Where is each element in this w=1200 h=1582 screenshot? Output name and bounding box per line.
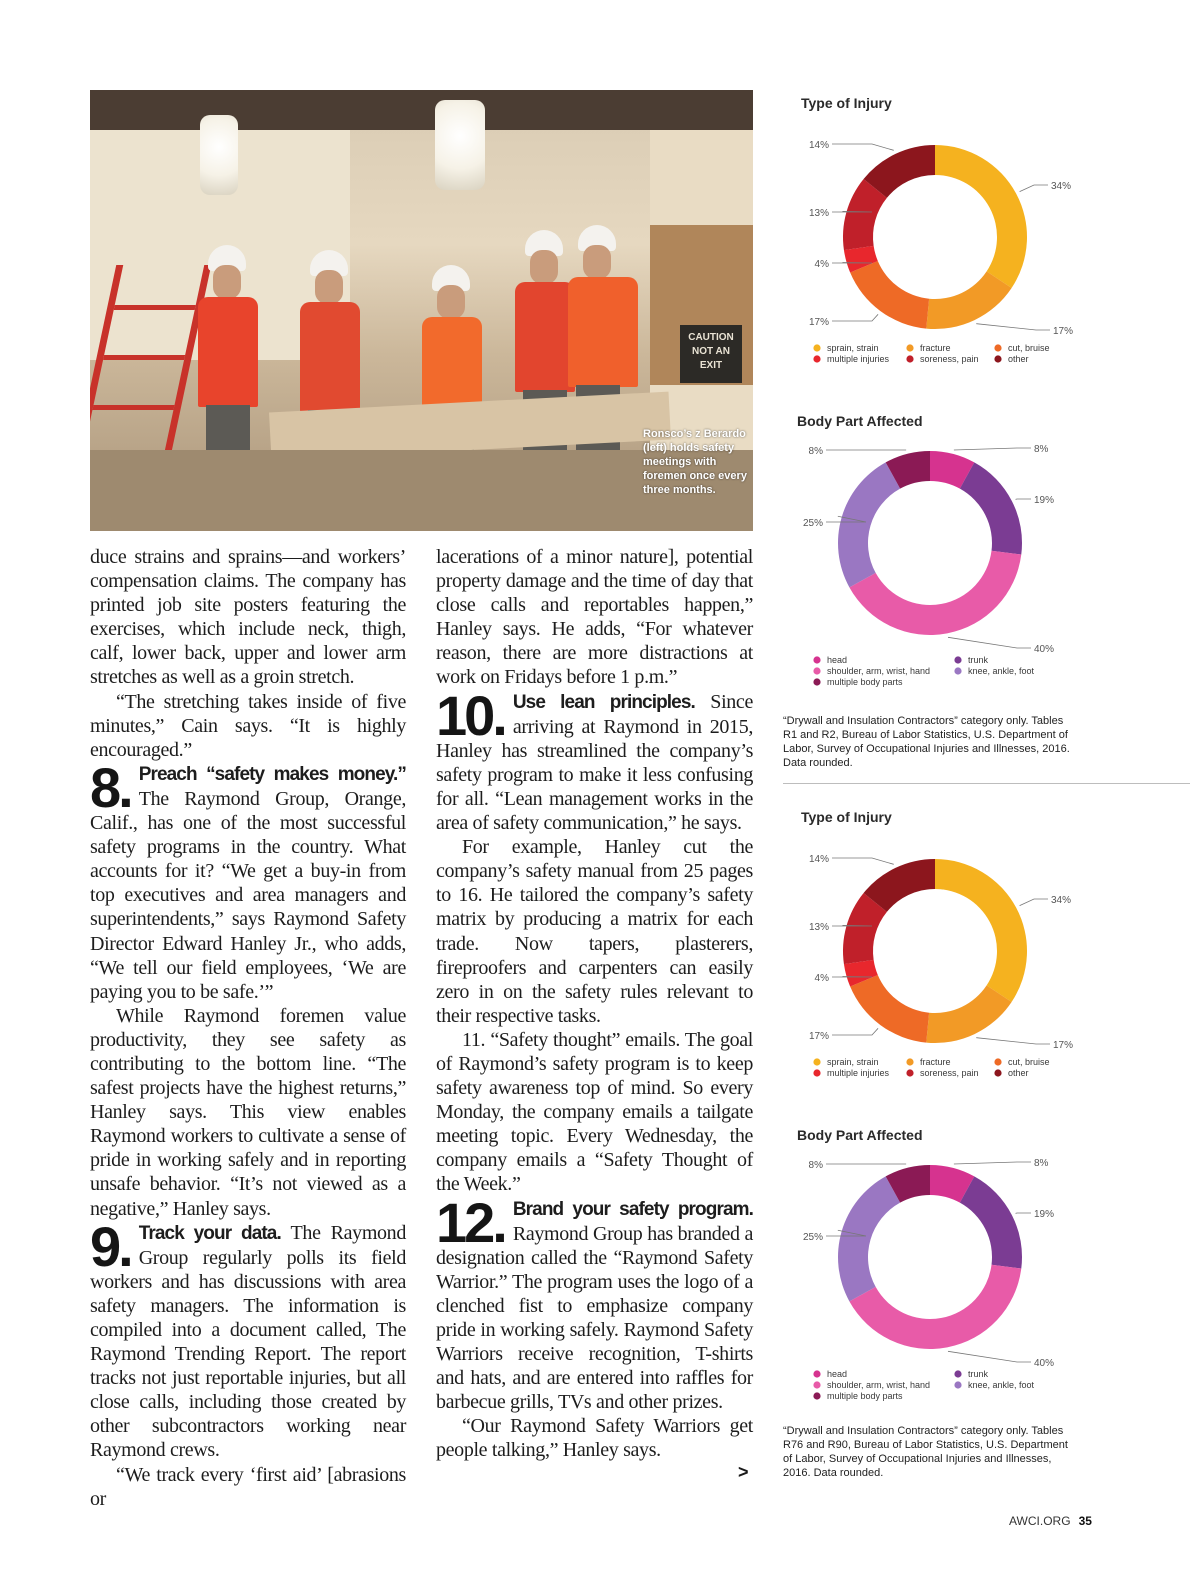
caution-line: NOT AN xyxy=(692,346,730,357)
slice-percent-label: 17% xyxy=(808,317,829,328)
legend-label: multiple body parts xyxy=(827,1391,903,1401)
legend-swatch xyxy=(994,355,1001,362)
slice-percent-label: 14% xyxy=(808,140,829,151)
photo-caption: Ronsco’s z Berardo (left) holds safety meetings with foremen once every three months. xyxy=(643,428,747,496)
paragraph: “We track every ‘first aid’ [abrasions or xyxy=(90,1463,406,1510)
leader-line xyxy=(832,925,872,926)
donut-slice xyxy=(838,462,900,587)
legend-swatch xyxy=(954,1370,961,1377)
donut-slice xyxy=(850,261,929,329)
footer-site: AWCI.ORG xyxy=(1009,1514,1071,1528)
slice-percent-label: 34% xyxy=(1051,181,1072,192)
leader-line xyxy=(832,858,894,864)
section-number: 9. xyxy=(90,1214,131,1278)
slice-percent-label: 8% xyxy=(808,1160,823,1171)
legend-swatch xyxy=(954,667,961,674)
section-text: Raymond Group has branded a designation called the “Raymond Safety Warrior.” The program uses the logo of a clenched fist to emphasize company pride in working safely. Raymond Safety Warriors receive recognition, T-shirts and hats, and are entered into raffles for barbecue grills, TVs and other prizes. xyxy=(436,1222,753,1414)
legend-label: trunk xyxy=(968,1369,989,1379)
legend-swatch xyxy=(906,355,913,362)
divider xyxy=(783,783,1190,784)
slice-percent-label: 40% xyxy=(1034,644,1055,655)
paragraph: While Raymond foremen value productivity, they see safety as contributing to the bottom line. “The safest projects have the highest returns,” Hanley says. This view enables Raymond workers to cultivate a sense of pride in working safely and in reporting unsafe behavior. “It’s not viewed as a negative,” Hanley says. xyxy=(90,1004,406,1220)
legend-label: sprain, strain xyxy=(827,1057,879,1067)
slice-percent-label: 19% xyxy=(1034,495,1055,506)
paragraph: “The stretching takes inside of five minutes,” Cain says. “It is highly encouraged.” xyxy=(90,690,406,761)
section-9 xyxy=(90,1214,406,1463)
charts-canvas xyxy=(783,90,1200,1500)
slice-percent-label: 17% xyxy=(1053,326,1074,337)
legend-swatch xyxy=(813,1058,820,1065)
section-text: The Raymond Group, Orange, Calif., has one of the most successful safety programs in the country. What accounts for it? “We get a buy-in from top executives and area managers and superintendents,” says Raymond Safety Director Edward Hanley Jr., who adds, “We tell our field employees, ‘We are paying you to be safe.’” xyxy=(90,787,406,1003)
donut-slice xyxy=(849,1265,1021,1349)
slice-percent-label: 40% xyxy=(1034,1358,1055,1369)
legend-swatch xyxy=(994,1058,1001,1065)
pendant-lamp xyxy=(435,100,485,190)
legend-swatch xyxy=(906,344,913,351)
leader-line xyxy=(954,448,1031,450)
legend-label: shoulder, arm, wrist, hand xyxy=(827,1380,931,1390)
legend-label: other xyxy=(1008,1068,1029,1078)
legend-label: soreness, pain xyxy=(920,354,979,364)
section-12 xyxy=(436,1190,753,1415)
legend-swatch xyxy=(954,656,961,663)
legend-swatch xyxy=(813,1381,820,1388)
section-number: 8. xyxy=(90,755,131,819)
legend-label: head xyxy=(827,1369,848,1379)
legend-swatch xyxy=(906,1069,913,1076)
slice-percent-label: 34% xyxy=(1051,895,1072,906)
slice-percent-label: 4% xyxy=(814,973,829,984)
slice-percent-label: 8% xyxy=(1034,444,1049,455)
source-note: “Drywall and Insulation Contractors” category only. Tables R76 and R90, Bureau of Labor Statistics, U.S. Department of Labor, Survey of Occupational Injuries and Illnesses, 2016. Data rounded. xyxy=(783,1425,1068,1479)
legend-label: head xyxy=(827,655,848,665)
continue-arrow-icon: > xyxy=(738,1462,749,1482)
legend-label: fracture xyxy=(920,1057,951,1067)
legend-swatch xyxy=(813,656,820,663)
legend-swatch xyxy=(994,344,1001,351)
legend-swatch xyxy=(813,344,820,351)
legend-swatch xyxy=(813,678,820,685)
legend-label: multiple injuries xyxy=(827,354,890,364)
legend-label: other xyxy=(1008,354,1029,364)
legend-swatch xyxy=(813,667,820,674)
legend-label: fracture xyxy=(920,343,951,353)
legend-label: cut, bruise xyxy=(1008,343,1050,353)
leader-line xyxy=(976,1038,1050,1044)
leader-line xyxy=(832,314,878,321)
legend-label: sprain, strain xyxy=(827,343,879,353)
section-text: The Raymond Group regularly polls its field workers and has discussions with area safety managers. The information is compiled into a document called, The Raymond Trending Report. The report tracks not just reportable injuries, but all close calls, including those created by other subcontractors working near Raymond crews. xyxy=(90,1221,406,1462)
slice-percent-label: 8% xyxy=(808,446,823,457)
section-number: 12. xyxy=(436,1190,505,1254)
donut-slice xyxy=(935,145,1027,288)
legend-label: knee, ankle, foot xyxy=(968,1380,1035,1390)
legend-swatch xyxy=(813,355,820,362)
paragraph: lacerations of a minor nature], potential property damage and the time of day that close calls and reportables happen,” Hanley says. He adds, “For whatever reason, there are more distractions at work on Fridays before 1 p.m.” xyxy=(436,546,753,689)
leader-line xyxy=(832,1028,878,1035)
section-number: 10. xyxy=(436,683,505,747)
leader-line xyxy=(832,211,872,212)
slice-percent-label: 25% xyxy=(802,1232,823,1243)
article-column-1 xyxy=(90,545,406,1511)
slice-percent-label: 19% xyxy=(1034,1209,1055,1220)
leader-line xyxy=(1020,185,1048,192)
donut-slice xyxy=(935,859,1027,1002)
legend-swatch xyxy=(813,1392,820,1399)
paragraph: 11. “Safety thought” emails. The goal of Raymond’s safety program is to keep safety awareness top of mind. So every Monday, the company emails a tailgate meeting topic. Every Wednesday, the company emails a “Safety Thought of the Week.” xyxy=(436,1028,753,1196)
legend-swatch xyxy=(906,1058,913,1065)
slice-percent-label: 25% xyxy=(802,518,823,529)
chart-title: Type of Injury xyxy=(801,95,892,111)
slice-percent-label: 17% xyxy=(808,1031,829,1042)
section-heading: Brand your safety program. xyxy=(512,1198,753,1220)
donut-slice xyxy=(926,271,1011,329)
leader-line xyxy=(832,144,894,150)
section-text: Since arriving at Raymond in 2015, Hanley has streamlined the company’s safety program to make it less confusing for all. “Lean management works in the area of safety communication,” he says. xyxy=(436,690,753,835)
legend-label: soreness, pain xyxy=(920,1068,979,1078)
legend-label: shoulder, arm, wrist, hand xyxy=(827,666,931,676)
legend-label: trunk xyxy=(968,655,989,665)
donut-slice xyxy=(838,1176,900,1301)
paragraph: duce strains and sprains—and workers’ compensation claims. The company has printed job site posters featuring the exercises, which include neck, thigh, calf, lower back, upper and lower arm stretches as well as a groin stretch. xyxy=(90,546,406,689)
legend-label: multiple body parts xyxy=(827,677,903,687)
slice-percent-label: 4% xyxy=(814,259,829,270)
leader-line xyxy=(948,637,1031,648)
chart-title: Body Part Affected xyxy=(797,1127,923,1143)
legend-label: cut, bruise xyxy=(1008,1057,1050,1067)
leader-line xyxy=(954,1162,1031,1164)
donut-slice xyxy=(960,462,1022,554)
slice-percent-label: 8% xyxy=(1034,1158,1049,1169)
leader-line xyxy=(948,1351,1031,1362)
donut-slice xyxy=(926,985,1011,1043)
photo-caution-sign xyxy=(680,325,742,383)
leader-line xyxy=(1020,899,1048,906)
section-8 xyxy=(90,755,406,1004)
photo-ceiling xyxy=(90,90,753,130)
donut-slice xyxy=(850,975,929,1043)
section-heading: Use lean principles. xyxy=(512,691,695,713)
paragraph: For example, Hanley cut the company’s safety manual from 25 pages to 16. He tailored the company’s safety matrix by producing a matrix for each trade. Now tapers, plasterers, fireproofers and carpenters can easily zero in on the safety rules relevant to their respective tasks. xyxy=(436,836,753,1027)
section-10 xyxy=(436,683,753,836)
legend-swatch xyxy=(813,1370,820,1377)
section-heading: Track your data. xyxy=(138,1222,281,1244)
article-column-2 xyxy=(436,545,753,1463)
caution-line: CAUTION xyxy=(688,332,734,343)
legend-swatch xyxy=(994,1069,1001,1076)
donut-slice xyxy=(960,1176,1022,1268)
caution-line: EXIT xyxy=(699,360,723,371)
legend-swatch xyxy=(813,1069,820,1076)
donut-slice xyxy=(849,551,1021,635)
leader-line xyxy=(976,324,1050,330)
slice-percent-label: 13% xyxy=(808,922,829,933)
legend-swatch xyxy=(954,1381,961,1388)
page-number: 35 xyxy=(1078,1514,1092,1528)
slice-percent-label: 17% xyxy=(1053,1040,1074,1051)
pendant-lamp xyxy=(200,115,238,195)
chart-title: Type of Injury xyxy=(801,809,892,825)
legend-label: knee, ankle, foot xyxy=(968,666,1035,676)
chart-title: Body Part Affected xyxy=(797,413,923,429)
slice-percent-label: 13% xyxy=(808,208,829,219)
legend-label: multiple injuries xyxy=(827,1068,890,1078)
sidebar-charts xyxy=(783,90,1200,1500)
section-heading: Preach “safety makes money.” xyxy=(138,763,406,785)
source-note: “Drywall and Insulation Contractors” category only. Tables R1 and R2, Bureau of Labor Statistics, U.S. Department of Labor, Survey of Occupational Injuries and Illnesses, 2016. Data rounded. xyxy=(783,715,1070,769)
paragraph: “Our Raymond Safety Warriors get people talking,” Hanley says. xyxy=(436,1415,753,1462)
slice-percent-label: 14% xyxy=(808,854,829,865)
page-footer xyxy=(1009,1514,1092,1528)
